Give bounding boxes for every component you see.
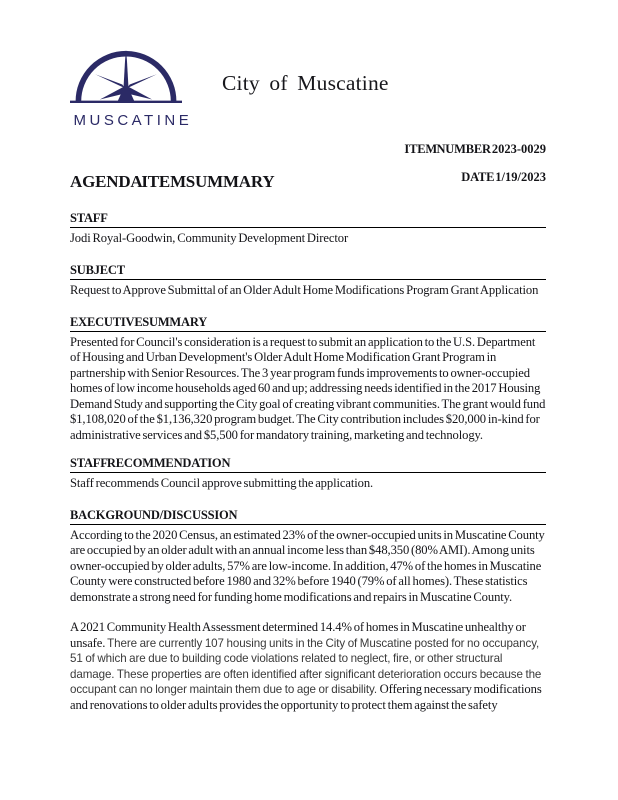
staff-body: Jodi Royal-Goodwin, Community Development Director <box>70 230 349 245</box>
background-paragraph-2-serif-tail: Offering necessary modifications and renovations to older adults provides the opportunity to protect them against the safety <box>70 682 542 712</box>
page-title: City of Muscatine <box>222 70 389 95</box>
title-row <box>70 170 546 192</box>
muscatine-logo <box>70 47 193 129</box>
date-label: DATE <box>461 170 495 184</box>
executive-summary-body: Presented for Council's consideration is a request to submit an application to the U.S. Department of Housing and Urban Development's Older Adult Home Modification Grant Program in partnership with Senior Resources. The 3 year program funds improvements to owner-occupied homes of low income households aged 60 and up; addressing needs identified in the 2017 Housing Demand Study and supporting the City goal of creating vibrant communities. The grant would fund $1,108,020 of the $1,136,320 program budget. The City contribution includes $20,000 in-kind for administrative services and $5,500 for mandatory training, marketing and technology. <box>70 334 546 442</box>
muscatine-logo-wordmark: MUSCATINE <box>73 112 193 129</box>
date <box>461 170 546 185</box>
section-staff-recommendation <box>70 456 546 491</box>
background-paragraph-2-sans-run: There are currently 107 housing units in the City of Muscatine posted for no occupancy, 51 of which are due to building code violations related to neglect, fire, or other structural damage. These properties are often identified after significant deterioration occurs because the occupant can no longer maintain them due to age or disability. <box>70 636 542 696</box>
masthead <box>70 47 546 129</box>
subject-heading: SUBJECT <box>70 263 546 280</box>
background-heading: BACKGROUND/DISCUSSION <box>70 508 546 525</box>
staff-recommendation-heading: STAFF RECOMMENDATION <box>70 456 546 473</box>
executive-summary-heading: EXECUTIVE SUMMARY <box>70 315 546 332</box>
date-value: 1/19/2023 <box>495 170 546 184</box>
item-number <box>70 142 546 157</box>
subject-body: Request to Approve Submittal of an Older Adult Home Modifications Program Grant Application <box>70 282 539 297</box>
background-paragraph-1: According to the 2020 Census, an estimated 23% of the owner-occupied units in Muscatine County are occupied by an older adult with an annual income less than $48,350 (80% AMI). Among units owner-occupied by older adults, 57% are low-income. In addition, 47% of the homes in Muscatine County were constructed before 1980 and 32% before 1940 (79% of all homes). These statistics demonstrate a strong need for funding home modifications and repairs in Muscatine County. <box>70 527 545 604</box>
section-executive-summary <box>70 315 546 443</box>
item-number-label: ITEM NUMBER <box>404 142 491 156</box>
section-background-discussion <box>70 508 546 713</box>
staff-heading: STAFF <box>70 211 546 228</box>
background-paragraph-2-serif-lead: A 2021 Community Health Assessment determined 14.4% of homes in Muscatine unhealthy or unsafe. <box>70 620 526 650</box>
doc-title: AGENDA ITEM SUMMARY <box>70 172 275 191</box>
staff-recommendation-body: Staff recommends Council approve submitting the application. <box>70 475 374 490</box>
section-staff <box>70 211 546 246</box>
background-paragraph-2 <box>70 620 546 713</box>
item-number-value: 2023-0029 <box>491 142 546 156</box>
muscatine-arch-icon <box>70 47 182 109</box>
section-subject <box>70 263 546 298</box>
